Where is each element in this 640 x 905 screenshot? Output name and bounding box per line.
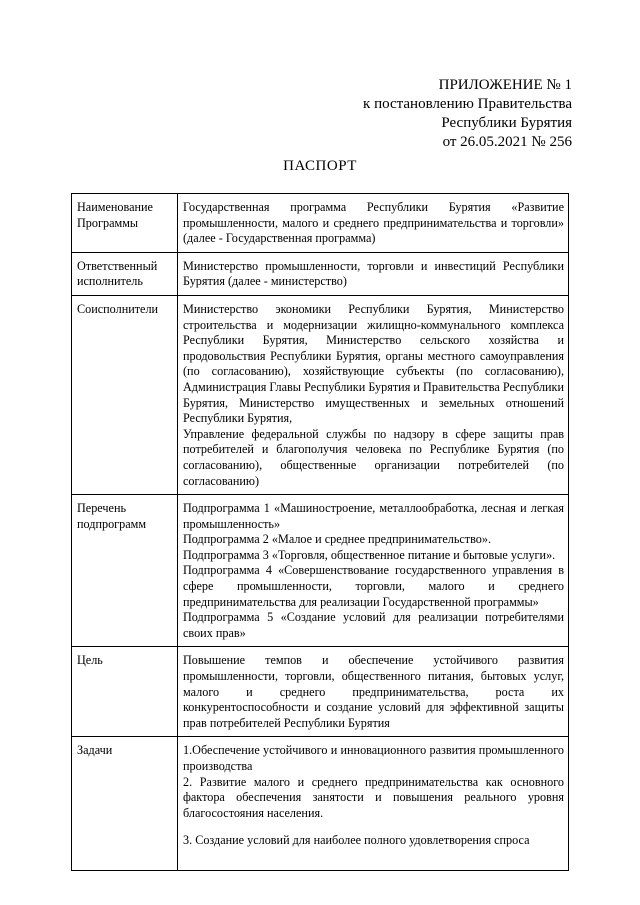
appendix-ref-republic: Республики Бурятия bbox=[441, 115, 572, 131]
appendix-ref: к постановлению Правительства bbox=[363, 96, 572, 112]
paragraph: Управление федеральной службы по надзору в сфере защиты прав потребителей и благополучия человека по Республике Бурятия (по согласованию), общественные организации потребителей (по согласованию) bbox=[183, 426, 564, 488]
paragraph: Государственная программа Республики Бурятия «Развитие промышленности, малого и среднего предпринимательства и торговли» (далее - Государственная программа) bbox=[183, 200, 564, 246]
row-label-program-name: Наименование Программы bbox=[72, 194, 178, 253]
paragraph: 3. Создание условий для наиболее полного удовлетворения спроса bbox=[183, 833, 530, 848]
paragraph: Подпрограмма 5 «Создание условий для реализации потребителями своих прав» bbox=[183, 610, 564, 640]
document-title: ПАСПОРТ bbox=[283, 158, 357, 174]
table-row bbox=[72, 495, 569, 647]
appendix-number: ПРИЛОЖЕНИЕ № 1 bbox=[438, 77, 572, 93]
paragraph: Подпрограмма 4 «Совершенствование государственного управления в сфере промышленности, торговли, малого и среднего предпринимательства для реализации Государственной программы» bbox=[183, 563, 564, 609]
paragraph: 2. Развитие малого и среднего предпринимательства как основного фактора обеспечения занятости и повышения реального уровня благосостояния населения. bbox=[183, 774, 564, 820]
row-value-goal bbox=[178, 647, 569, 737]
table-row bbox=[72, 737, 569, 871]
paragraph: 1.Обеспечение устойчивого и инновационного развития промышленного производства bbox=[183, 743, 564, 773]
row-value-coexecutors bbox=[178, 295, 569, 494]
paragraph: Министерство экономики Республики Бурятия, Министерство строительства и модернизации жилищно-коммунального комплекса Республики Бурятия, Министерство сельского хозяйства и продовольствия Республики Бурятия, органы местного самоуправления (по согласованию), хозяйствующие субъекты (по согласованию), Администрация Главы Республики Бурятия и Правительства Республики Бурятия, Министерство имущественных и земельных отношений Республики Бурятия, bbox=[183, 301, 564, 426]
row-value-program-name bbox=[178, 194, 569, 253]
row-label-coexecutors: Соисполнители bbox=[72, 295, 178, 494]
appendix-header bbox=[363, 76, 572, 152]
paragraph: Подпрограмма 1 «Машиностроение, металлообработка, лесная и легкая промышленность» bbox=[183, 501, 564, 531]
paragraph: Повышение темпов и обеспечение устойчивого развития промышленности, торговли, общественного питания, бытовых услуг, малого и среднего предпринимательства, роста их конкурентоспособности и создание условий для эффективной защиты прав потребителей Республики Бурятия bbox=[183, 653, 564, 730]
row-label-executor: Ответственный исполнитель bbox=[72, 252, 178, 295]
row-label-subprograms: Перечень подпрограмм bbox=[72, 495, 178, 647]
table-row bbox=[72, 295, 569, 494]
paragraph: Подпрограмма 2 «Малое и среднее предпринимательство». bbox=[183, 532, 492, 547]
table-row bbox=[72, 194, 569, 253]
paragraph: Подпрограмма 3 «Торговля, общественное питание и бытовые услуги». bbox=[183, 547, 556, 562]
row-label-tasks: Задачи bbox=[72, 737, 178, 871]
table-row bbox=[72, 647, 569, 737]
table-row bbox=[72, 252, 569, 295]
appendix-date: от 26.05.2021 № 256 bbox=[442, 134, 572, 150]
row-value-executor bbox=[178, 252, 569, 295]
paragraph: Министерство промышленности, торговли и инвестиций Республики Бурятия (далее - министерство) bbox=[183, 258, 564, 289]
row-value-tasks bbox=[178, 737, 569, 871]
row-label-goal: Цель bbox=[72, 647, 178, 737]
passport-table bbox=[71, 193, 569, 871]
row-value-subprograms bbox=[178, 495, 569, 647]
